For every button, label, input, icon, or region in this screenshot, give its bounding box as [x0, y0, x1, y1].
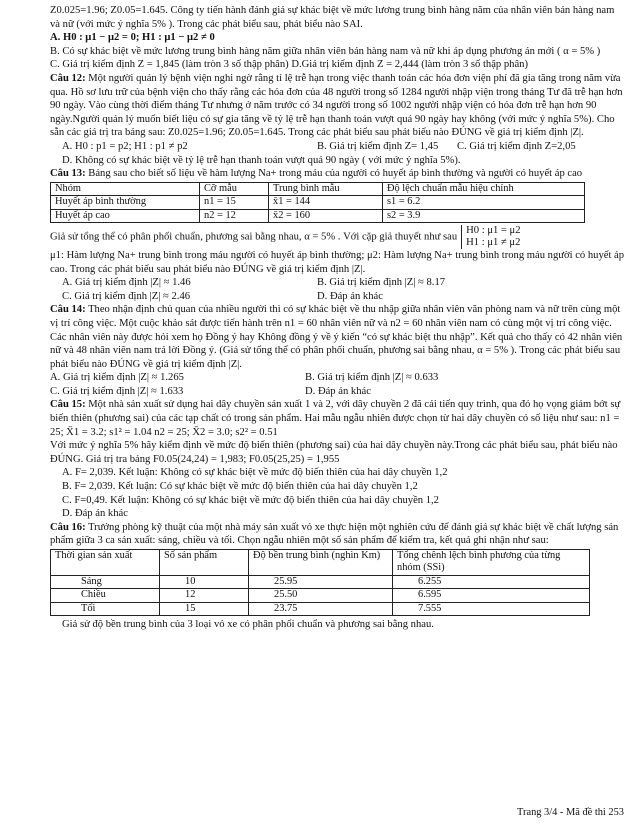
q12-text — [50, 72, 626, 140]
q13-option-d: D. Đáp án khác — [317, 290, 383, 302]
table-cell: 25.95 — [249, 575, 393, 588]
q12-option-d: D. Không có sự khác biệt về tỷ lệ trễ hạn thanh toán vượt quá 90 ngày ( với mức ý nghĩa 5%). — [62, 154, 461, 166]
q14-body: Theo nhận định chủ quan của nhiều người thì có sự khác biệt về thu nhập giữa nhân viên văn phòng nam và nữ trên cùng một vị trí công việc. Một cuộc khảo sát được tiến hành trên n1 = 60 nhân viên nữ và n2 = 60 nhân viên nam có cùng một vị trí công việc. Các nhân viên này được hỏi xem họ Đồng ý hay Không đồng ý về ý kiến “có sự khác biệt thu nhập”. Kết quả cho thấy có 42 nhân viên nữ và 48 nhân viên nam trả lời Đồng ý. (Giả sử tổng thể có phân phối chuẩn, phương sai bằng nhau, α = 5% ). Trong các phát biểu sau phát biểu nào ĐÚNG về giá trị kiểm định |Z|. — [50, 304, 623, 370]
q14-option-d: D. Đáp án khác — [305, 385, 371, 397]
q15-text2: Với mức ý nghĩa 5% hãy kiểm định về mức độ biến thiên (phương sai) của hai dây chuyền này.Trong các phát biểu sau, phát biểu nào ĐÚNG. Giá trị tra bảng F0.05(24,24) = 1,983; F0.05(25,25) = 1,955 — [50, 440, 618, 465]
table-cell: Huyết áp cao — [51, 209, 200, 222]
table-header-cell: Cỡ mẫu — [200, 182, 269, 195]
q11-option-b: B. Có sự khác biệt về mức lương trung bình hàng năm giữa nhân viên bán hàng nam và nữ khi áp dụng phương án mới ( α = 5% ) — [50, 45, 601, 57]
q14-options-ab — [50, 371, 626, 385]
table-cell: 6.255 — [393, 575, 590, 588]
table-cell: Tối — [51, 602, 160, 615]
q14-label: Câu 14: — [50, 304, 86, 316]
table-row — [51, 196, 585, 209]
q13-table — [50, 182, 585, 223]
q12-option-a: A. H0 : p1 = p2; H1 : p1 ≠ p2 — [62, 140, 188, 152]
page-footer: Trang 3/4 - Mã đề thi 253 — [517, 807, 624, 819]
q12-option-b: B. Giá trị kiểm định Z= 1,45 — [317, 140, 439, 152]
q14-option-a: A. Giá trị kiểm định |Z| ≈ 1.265 — [50, 372, 184, 384]
q15-body: Một nhà sản xuất sử dụng hai dây chuyền sản xuất 1 và 2, với dây chuyền 2 đã cải tiến quy trình, qua đó họ vọng giảm bớt sự biến thiên (phương sai) của các tạp chất có trong sản phẩm. Hai mẫu ngẫu nhiên được chọn từ hai dây chuyền có số liệu như sau: n1 = 25; X̄1 = 3.2; s1² = 1.04 n2 = 25; X̄2 = 3.0; s2² = 0.51 — [50, 399, 621, 438]
table-cell: 23.75 — [249, 602, 393, 615]
table-cell: 15 — [160, 602, 249, 615]
table-cell: x̄2 = 160 — [269, 209, 383, 222]
q13-option-b: B. Giá trị kiểm định |Z| ≈ 8.17 — [317, 277, 446, 289]
table-cell: Chiều — [51, 589, 160, 602]
table-cell: x̄1 = 144 — [269, 196, 383, 209]
q16-text — [50, 521, 626, 548]
q12-body: Một người quản lý bệnh viện nghi ngờ rằng tỉ lệ trễ hạn trong việc thanh toán các hóa đơn viện phí đã gia tăng trong năm vừa qua. Hồ sơ lưu trữ của bệnh viện cho thấy rằng các hóa đơn của 48 người trong số 1284 người nhập viện trong tháng Tư đã trễ hạn hơn 90 ngày. Vào cùng thời điểm tháng Tư nhưng ở năm trước có 34 người trong số 1002 người nhập viện có hóa đơn trễ hạn hơn 90 ngày.Người quản lý muốn biết liệu có sự gia tăng về tỷ lệ trễ hạn thanh toán vượt quá 90 ngày hay không (với mức ý nghĩa 5%). Cho sẵn các giá trị tra bảng sau: Z0.025=1.96; Z0.05=1.645. Trong các phát biểu sau phát biểu nào ĐÚNG về giá trị kiểm định |Z|. — [50, 72, 623, 139]
q14-text — [50, 303, 626, 371]
table-header-row — [51, 182, 585, 195]
table-header-cell: Nhóm — [51, 182, 200, 195]
table-cell: s2 = 3.9 — [383, 209, 585, 222]
table-row — [51, 575, 590, 588]
q13-options-cd — [50, 290, 626, 304]
q11-options-cd: C. Giá trị kiểm định Z = 1,845 (làm tròn 3 số thập phân) D.Giá trị kiểm định Z = 2,444 (làm tròn 3 số thập phân) — [50, 59, 528, 71]
q16-table — [50, 549, 590, 616]
q13-text — [50, 167, 626, 181]
q15-option-d: D. Đáp án khác — [62, 508, 128, 520]
table-header-cell: Thời gian sản xuất — [51, 550, 160, 576]
q11-intro: Z0.025=1.96; Z0.05=1.645. Công ty tiến hành đánh giá sự khác biệt về mức lương trung bình hàng năm của nhân viên bán hàng nam và nữ (với mức ý nghĩa 5% ). Trong các phát biểu sau, phát biểu nào SAI. — [50, 5, 615, 30]
q13-hyp-text: Giả sử tổng thể có phân phối chuẩn, phương sai bằng nhau, α = 5% . Với cặp giả thuyết như sau — [50, 231, 458, 243]
table-row — [51, 209, 585, 222]
q12-options-ab — [50, 140, 626, 154]
table-cell: n1 = 15 — [200, 196, 269, 209]
q13-option-a: A. Giá trị kiểm định |Z| ≈ 1.46 — [62, 277, 191, 289]
q15-option-c: C. F=0,49. Kết luận: Không có sự khác biệt về mức độ biến thiên của hai dây chuyền 1,2 — [62, 494, 439, 506]
table-header-cell: Trung bình mẫu — [269, 182, 383, 195]
table-cell: n2 = 12 — [200, 209, 269, 222]
q12-option-c: C. Giá trị kiểm định Z=2,05 — [457, 140, 576, 152]
q16-label: Câu 16: — [50, 521, 86, 533]
q15-option-b: B. F= 2,039. Kết luận: Có sự khác biệt về mức độ biến thiên của hai dây chuyền 1,2 — [62, 481, 418, 493]
q16-body: Trưởng phòng kỹ thuật của một nhà máy sản xuất vỏ xe thực hiện một nghiên cứu để đánh giá sự khác biệt về chất lượng sản phẩm giữa 3 ca sản xuất: sáng, chiều và tối. Chọn ngẫu nhiên một số sản phẩm để kiểm tra, kết quả ghi nhận như sau: — [50, 521, 619, 547]
table-cell: 10 — [160, 575, 249, 588]
q14-option-c: C. Giá trị kiểm định |Z| ≈ 1.633 — [50, 385, 184, 397]
table-cell: 7.555 — [393, 602, 590, 615]
q13-hypothesis-system — [461, 225, 520, 249]
q13-option-c: C. Giá trị kiểm định |Z| ≈ 2.46 — [62, 290, 191, 302]
table-header-cell: Tổng chênh lệch bình phương của từng nhóm (SSi) — [393, 550, 590, 576]
q14-option-b: B. Giá trị kiểm định |Z| ≈ 0.633 — [305, 372, 439, 384]
table-cell: s1 = 6.2 — [383, 196, 585, 209]
q15-text — [50, 398, 626, 439]
table-header-cell: Độ bền trung bình (nghìn Km) — [249, 550, 393, 576]
table-cell: 12 — [160, 589, 249, 602]
q13-h0: H0 : μ1 = μ2 — [466, 224, 521, 236]
table-header-cell: Số sản phẩm — [160, 550, 249, 576]
q16-assumption: Giả sử độ bền trung bình của 3 loại vỏ xe có phân phối chuẩn và phương sai bằng nhau. — [62, 619, 434, 631]
table-row — [51, 602, 590, 615]
table-header-cell: Độ lệch chuẩn mẫu hiệu chỉnh — [383, 182, 585, 195]
q13-hypothesis-line — [50, 225, 626, 249]
q15-label: Câu 15: — [50, 399, 86, 411]
table-cell: Sáng — [51, 575, 160, 588]
q11-option-a: A. H0 : μ1 − μ2 = 0; H1 : μ1 − μ2 ≠ 0 — [50, 32, 215, 44]
table-header-row — [51, 550, 590, 576]
q13-h1: H1 : μ1 ≠ μ2 — [466, 236, 521, 248]
table-cell: 6.595 — [393, 589, 590, 602]
q13-body: Bảng sau cho biết số liệu về hàm lượng Na+ trong máu của người có huyết áp bình thường và người có huyết áp cao — [88, 168, 583, 180]
table-row — [51, 589, 590, 602]
table-cell: 25.50 — [249, 589, 393, 602]
q12-label: Câu 12: — [50, 72, 86, 84]
table-cell: Huyết áp bình thường — [51, 196, 200, 209]
q13-definitions: μ1: Hàm lượng Na+ trung bình trong máu người có huyết áp bình thường; μ2: Hàm lượng Na+ trung bình trong máu người có huyết áp cao. Trong các phát biểu sau phát biểu nào ĐÚNG về giá trị kiểm định |Z|. — [50, 249, 625, 275]
q14-options-cd — [50, 385, 626, 399]
q15-option-a: A. F= 2,039. Kết luận: Không có sự khác biệt về mức độ biến thiên của hai dây chuyền 1,2 — [62, 467, 448, 479]
q13-options-ab — [50, 276, 626, 290]
q13-label: Câu 13: — [50, 168, 86, 180]
